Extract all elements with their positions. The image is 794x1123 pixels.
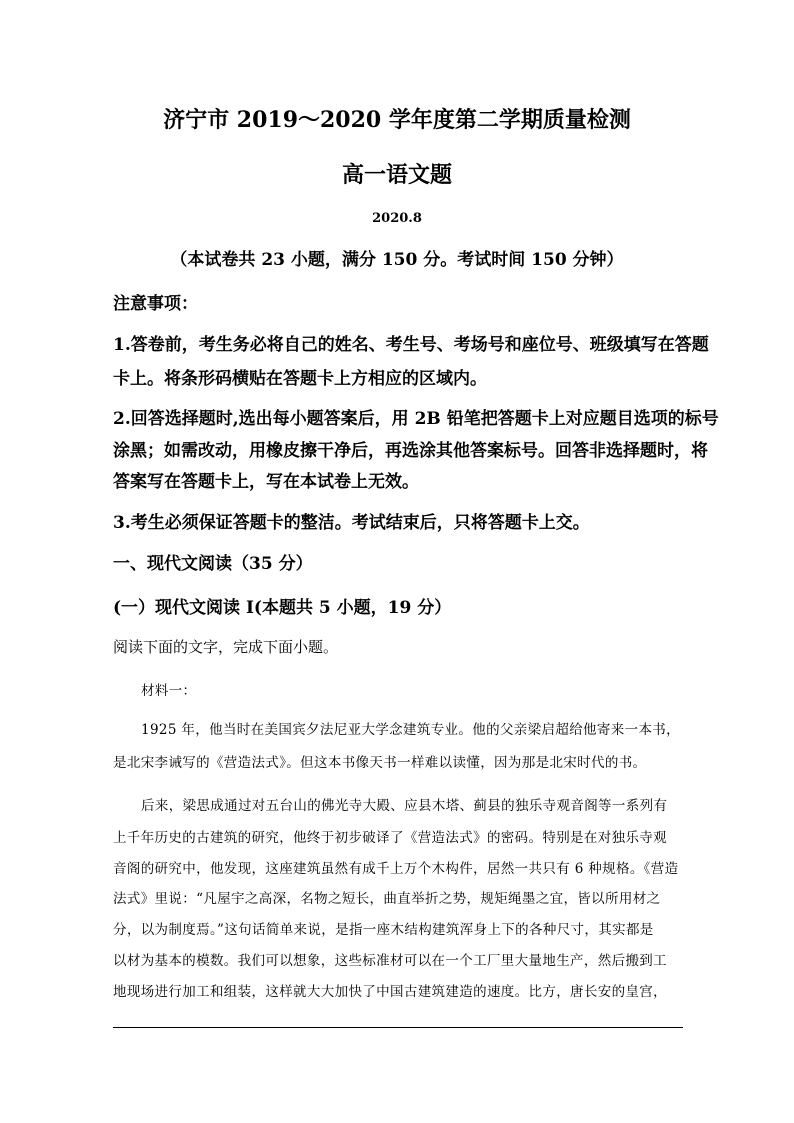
passage-line: 是北宋李诫写的《营造法式》。但这本书像天书一样难以读懂，因为那是北宋时代的书。: [113, 755, 647, 771]
passage-line: 以材为基本的模数。我们可以想象，这些标准材可以在一个工厂里大量地生产，然后搬到工: [113, 953, 667, 969]
note-line: 1.答卷前，考生务必将自己的姓名、考生号、考场号和座位号、班级填写在答题: [113, 335, 709, 355]
exam-title: 济宁市 2019～2020 学年度第二学期质量检测: [163, 107, 631, 133]
passage-line: 1925 年，他当时在美国宾夕法尼亚大学念建筑专业。他的父亲梁启超给他寄来一本书，: [141, 722, 680, 738]
subsection-heading: (一）现代文阅读 I(本题共 5 小题，19 分）: [113, 598, 452, 618]
material-label: 材料一：: [141, 683, 197, 699]
note-line: 答案写在答题卡上，写在本试卷上无效。: [113, 472, 419, 492]
notes-heading: 注意事项：: [113, 294, 198, 314]
passage-line: 法式》里说：“凡屋宇之高深，名物之短长，曲直举折之势，规矩绳墨之宜，皆以所用材之: [113, 891, 661, 907]
section-heading: 一、现代文阅读（35 分）: [113, 554, 313, 574]
passage-line: 音阁的研究中，他发现，这座建筑虽然有成千上万个木构件，居然一共只有 6 种规格。《营造: [113, 861, 679, 877]
note-line: 涂黑；如需改动，用橡皮擦干净后，再选涂其他答案标号。回答非选择题时，将: [113, 441, 708, 461]
passage-line: 后来，梁思成通过对五台山的佛光寺大殿、应县木塔、蓟县的独乐寺观音阁等一系列有: [141, 798, 668, 814]
note-line: 卡上。将条形码横贴在答题卡上方相应的区域内。: [113, 369, 487, 389]
passage-line: 地现场进行加工和组装，这样就大大加快了中国古建筑建造的速度。比方，唐长安的皇宫，: [113, 984, 667, 1000]
exam-info: （本试卷共 23 小题，满分 150 分。考试时间 150 分钟）: [170, 250, 624, 270]
exam-subtitle: 高一语文题: [341, 162, 452, 188]
passage-line: 分，以为制度焉。”这句话简单来说，是指一座木结构建筑浑身上下的各种尺寸，其实都是: [113, 922, 654, 938]
note-line: 2.回答选择题时,选出每小题答案后，用 2B 铅笔把答题卡上对应题目选项的标号: [113, 409, 719, 429]
passage-line: 上千年历史的古建筑的研究，他终于初步破译了《营造法式》的密码。特别是在对独乐寺观: [113, 830, 667, 846]
note-line: 3.考生必须保证答题卡的整洁。考试结束后，只将答题卡上交。: [113, 513, 590, 533]
footer-rule: [113, 1027, 683, 1028]
exam-date: 2020.8: [372, 211, 422, 226]
reading-instruction: 阅读下面的文字，完成下面小题。: [113, 638, 339, 656]
